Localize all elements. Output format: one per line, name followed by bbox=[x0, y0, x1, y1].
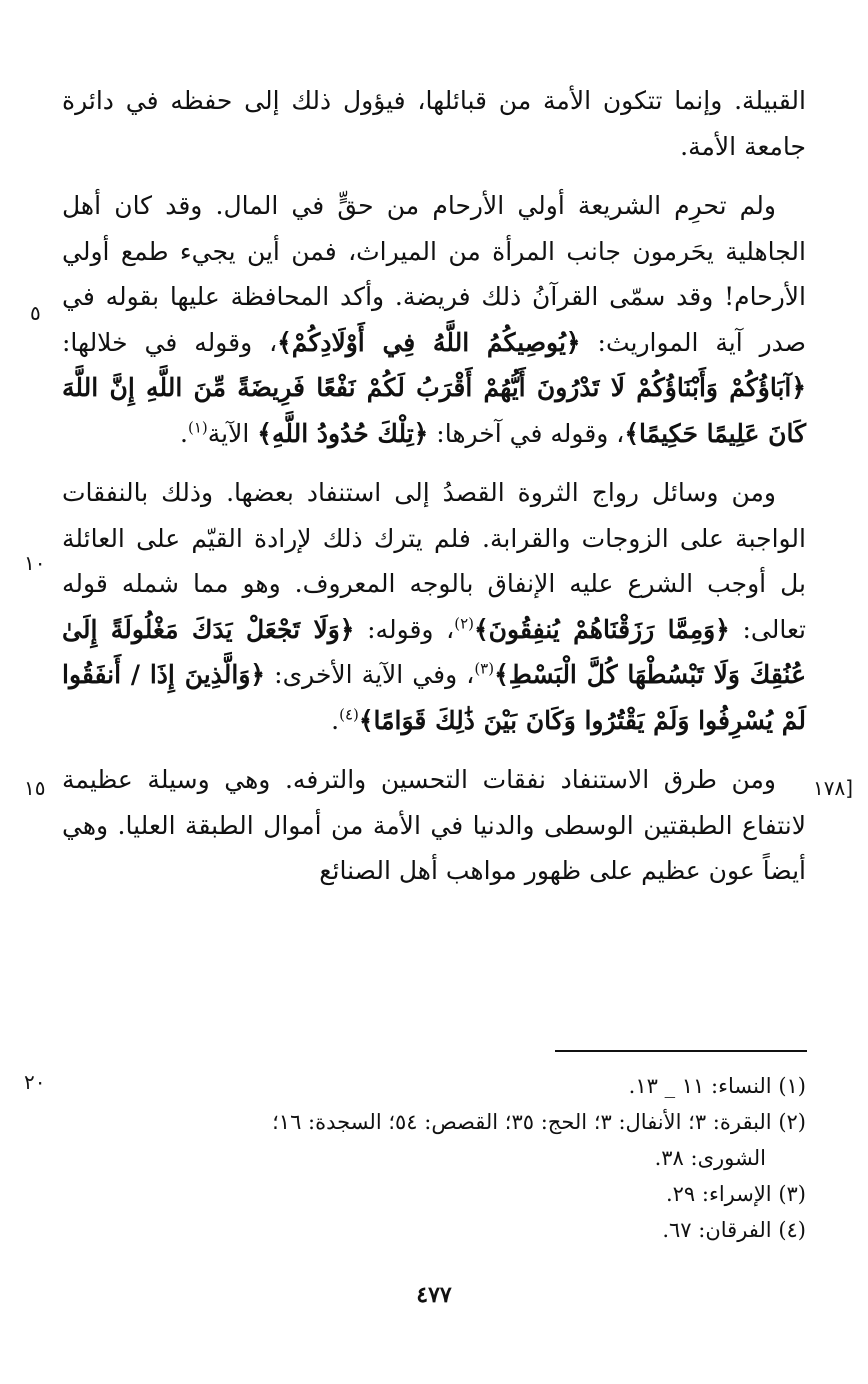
footnotes bbox=[62, 1068, 806, 1248]
quran-verse: ﴿آبَاؤُكُمْ وَأَبْنَاؤُكُمْ لَا تَدْرُونَ أَيُّهُمْ أَقْرَبُ لَكُمْ نَفْعًا فَرِيضَةً مِّنَ اللَّهِ إِنَّ اللَّهَ كَانَ عَلِيمًا حَكِيمًا﴾ bbox=[62, 373, 806, 448]
paragraph-4 bbox=[62, 757, 806, 894]
footnote-ref-2: (٢) bbox=[454, 614, 475, 633]
footnote-4: (٤) الفرقان: ٦٧. bbox=[662, 1218, 806, 1242]
page-number: ٤٧٧ bbox=[416, 1282, 452, 1308]
main-text bbox=[62, 78, 806, 894]
quran-verse: ﴿وَلَا تَجْعَلْ يَدَكَ مَغْلُولَةً إِلَىٰ عُنُقِكَ وَلَا تَبْسُطْهَا كُلَّ الْبَسْطِ﴾ bbox=[62, 614, 806, 689]
text-segment: . bbox=[180, 418, 188, 448]
footnote-2-continued: الشورى: ٣٨. bbox=[654, 1146, 766, 1170]
margin-page-reference: [١٧٨ bbox=[813, 776, 854, 800]
quran-verse: ﴿تِلْكَ حُدُودُ اللَّهِ﴾ bbox=[257, 418, 429, 448]
line-number-20: ٢٠ bbox=[24, 1070, 46, 1094]
text-segment: القبيلة. وإنما تتكون الأمة من قبائلها، فيؤول ذلك إلى حفظه في دائرة جامعة الأمة. bbox=[62, 86, 806, 161]
quran-verse: ﴿وَالَّذِينَ إِذَا / أَنفَقُوا لَمْ يُسْرِفُوا وَلَمْ يَقْتُرُوا وَكَانَ بَيْنَ ذَٰلِكَ قَوَامًا﴾ bbox=[62, 660, 806, 735]
paragraph-1 bbox=[62, 78, 806, 169]
text-segment: ، وقوله في خلالها: bbox=[62, 327, 278, 357]
text-segment: . bbox=[331, 705, 340, 735]
footnote-1: (١) النساء: ١١ _ ١٣. bbox=[628, 1074, 806, 1098]
paragraph-3 bbox=[62, 470, 806, 743]
footnote-ref-4: (٤) bbox=[339, 705, 359, 724]
footnote-3: (٣) الإسراء: ٢٩. bbox=[665, 1182, 806, 1206]
line-number-15: ١٥ bbox=[24, 776, 46, 800]
footnote-ref-1: (١) bbox=[188, 418, 208, 437]
text-segment: الآية bbox=[207, 418, 258, 448]
quran-verse: ﴿يُوصِيكُمُ اللَّهُ فِي أَوْلَادِكُمْ﴾ bbox=[277, 327, 581, 357]
footnote-2: (٢) البقرة: ٣؛ الأنفال: ٣؛ الحج: ٣٥؛ القصص: ٥٤؛ السجدة: ١٦؛ bbox=[272, 1110, 806, 1134]
footnote-ref-3: (٣) bbox=[474, 659, 495, 678]
text-segment: ، وقوله: bbox=[354, 614, 455, 644]
text-segment: ، وقوله في آخرها: bbox=[428, 418, 625, 448]
text-segment: ومن وسائل رواج الثروة القصدُ إلى استنفاد بعضها. وذلك بالنفقات الواجبة على الزوجات والقرابة. فلم يترك ذلك لإرادة القيّم على العائلة بل أوجب الشرع عليه الإنفاق بالوجه المعروف. وهو مما شمله قوله تعالى: bbox=[62, 478, 806, 644]
text-segment: ولم تحرِم الشريعة أولي الأرحام من حقٍّ في المال. وقد كان أهل الجاهلية يحَرمون جانب المرأة من الميراث، فمن أين يجيء طمع أولي الأرحام! وقد سمّى القرآنُ ذلك فريضة. وأكد المحافظة عليها بقوله في صدر آية المواريث: bbox=[62, 191, 806, 357]
footnote-divider bbox=[555, 1050, 807, 1052]
paragraph-2 bbox=[62, 183, 806, 456]
text-segment: ، وفي الآية الأخرى: bbox=[265, 660, 475, 689]
text-segment: ومن طرق الاستنفاد نفقات التحسين والترفه. وهي وسيلة عظيمة لانتفاع الطبقتين الوسطى والدنيا في الأمة من أموال الطبقة العليا. وهي أيضاً عون عظيم على ظهور مواهب أهل الصنائع bbox=[62, 765, 806, 885]
line-number-10: ١٠ bbox=[24, 551, 46, 575]
line-number-5: ٥ bbox=[30, 301, 41, 325]
quran-verse: ﴿وَمِمَّا رَزَقْنَاهُمْ يُنفِقُونَ﴾ bbox=[474, 614, 730, 644]
